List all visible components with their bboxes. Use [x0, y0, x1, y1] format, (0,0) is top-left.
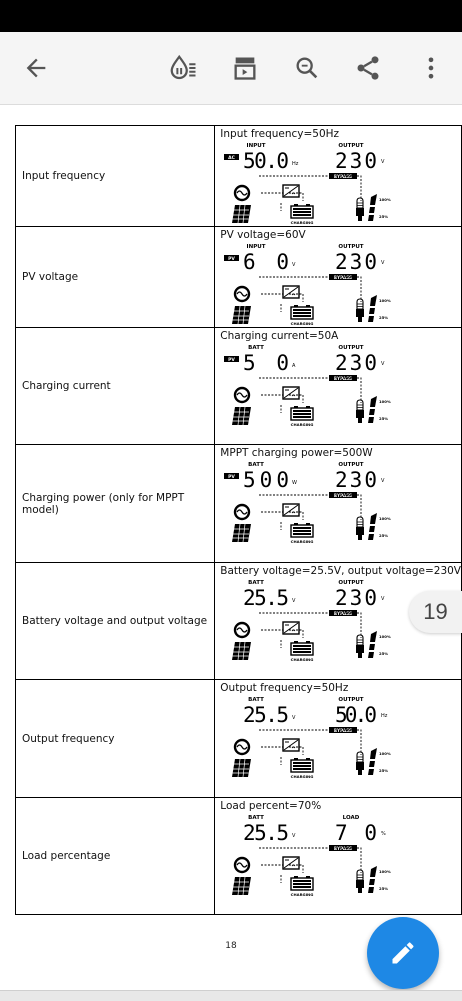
view-mode-icon[interactable] — [228, 51, 262, 85]
solar-panel-icon — [232, 306, 251, 324]
table-row — [16, 798, 462, 915]
svg-text:100%: 100% — [379, 634, 392, 639]
right-value: 230 — [335, 586, 378, 610]
svg-text:BYPASS: BYPASS — [334, 612, 353, 617]
svg-text:PV: PV — [228, 358, 236, 363]
left-unit: W — [292, 480, 298, 486]
load-level-bars — [368, 748, 377, 775]
right-value: 230 — [335, 351, 378, 375]
battery-icon — [291, 305, 313, 319]
right-tag: OUTPUT — [338, 345, 364, 351]
setting-label-text: Load percentage — [22, 850, 111, 862]
svg-text:CHARGING: CHARGING — [290, 539, 314, 544]
load-bulb-icon — [356, 870, 364, 893]
left-tag: BATT — [248, 462, 265, 468]
load-level-bars — [368, 194, 377, 221]
lcd-screen — [221, 695, 431, 779]
table-row — [16, 126, 462, 227]
right-tag: OUTPUT — [338, 697, 364, 703]
svg-text:100%: 100% — [379, 399, 392, 404]
load-bulb-icon — [356, 635, 364, 658]
load-level-bars — [368, 513, 377, 540]
svg-text:CHARGING: CHARGING — [290, 774, 314, 779]
right-unit: V — [381, 159, 385, 165]
solar-panel-icon — [232, 642, 251, 660]
load-level-bars — [368, 295, 377, 322]
setting-label-text: Charging current — [22, 380, 111, 392]
arrow-back-icon[interactable] — [19, 51, 53, 85]
battery-icon — [291, 406, 313, 420]
right-value: 70 — [335, 821, 378, 845]
search-icon[interactable] — [290, 51, 324, 85]
setting-label-text: PV voltage — [22, 271, 79, 283]
load-bulb-icon — [356, 752, 364, 775]
right-unit: V — [381, 260, 385, 266]
solar-panel-icon — [232, 205, 251, 223]
lcd-caption: Input frequency=50Hz — [220, 128, 340, 140]
svg-text:BYPASS: BYPASS — [334, 729, 353, 734]
svg-text:BYPASS: BYPASS — [334, 276, 353, 281]
lcd-caption: Output frequency=50Hz — [220, 682, 349, 694]
ac-source-icon — [235, 505, 249, 519]
solar-panel-icon — [232, 759, 251, 777]
battery-icon — [291, 523, 313, 537]
ac-source-icon — [235, 740, 249, 754]
right-unit: V — [381, 478, 385, 484]
svg-text:100%: 100% — [379, 751, 392, 756]
solar-panel-icon — [232, 524, 251, 542]
svg-text:CHARGING: CHARGING — [290, 321, 314, 326]
svg-text:CHARGING: CHARGING — [290, 220, 314, 225]
svg-text:BYPASS: BYPASS — [334, 847, 353, 852]
load-bulb-icon — [356, 299, 364, 322]
load-level-bars — [368, 631, 377, 658]
table-row — [16, 445, 462, 563]
lcd-caption: Battery voltage=25.5V, output voltage=230V — [220, 565, 461, 577]
setting-label-text: Charging power (only for MPPT model) — [22, 491, 185, 516]
left-value: 500 — [243, 468, 290, 492]
lcd-screen — [221, 813, 431, 897]
lcd-caption: Charging current=50A — [220, 330, 339, 342]
left-unit: V — [292, 833, 296, 839]
table-row — [16, 328, 462, 445]
lcd-screen — [221, 343, 431, 427]
right-tag: OUTPUT — [338, 244, 364, 250]
svg-text:BYPASS: BYPASS — [334, 377, 353, 382]
left-badge — [224, 255, 239, 262]
left-unit: V — [292, 598, 296, 604]
lcd-cell — [215, 126, 462, 227]
setting-label — [16, 227, 215, 328]
battery-icon — [291, 758, 313, 772]
lcd-cell — [215, 227, 462, 328]
left-value: 50 — [243, 351, 290, 375]
left-unit: V — [292, 262, 296, 268]
bottom-bar — [0, 990, 462, 1001]
inverter-icon — [283, 185, 299, 197]
svg-text:25%: 25% — [379, 768, 389, 773]
left-unit: A — [292, 363, 296, 369]
inverter-icon — [283, 387, 299, 399]
left-tag: INPUT — [246, 143, 266, 149]
setting-label — [16, 328, 215, 445]
lcd-screen — [221, 242, 431, 326]
left-tag: BATT — [248, 815, 265, 821]
load-bulb-icon — [356, 517, 364, 540]
left-badge — [224, 473, 239, 480]
right-tag: LOAD — [342, 815, 360, 821]
svg-text:BYPASS: BYPASS — [334, 494, 353, 499]
svg-text:CHARGING: CHARGING — [290, 422, 314, 427]
lcd-caption: MPPT charging power=500W — [220, 447, 373, 459]
left-value: 25.5 — [243, 703, 290, 727]
left-tag: BATT — [248, 697, 265, 703]
status-bar — [0, 0, 462, 32]
reading-mode-icon[interactable] — [166, 51, 200, 85]
lcd-display-table — [15, 125, 462, 915]
svg-text:PV: PV — [228, 475, 236, 480]
svg-text:25%: 25% — [379, 416, 389, 421]
inverter-icon — [283, 504, 299, 516]
svg-text:PV: PV — [228, 257, 236, 262]
more-vert-icon[interactable] — [414, 51, 448, 85]
right-value: 230 — [335, 468, 378, 492]
setting-label — [16, 126, 215, 227]
ac-source-icon — [235, 186, 249, 200]
ac-source-icon — [235, 858, 249, 872]
lcd-cell — [215, 328, 462, 445]
setting-label — [16, 445, 215, 563]
table-row — [16, 680, 462, 798]
svg-text:AC: AC — [228, 156, 236, 161]
inverter-icon — [283, 286, 299, 298]
load-bulb-icon — [356, 198, 364, 221]
svg-text:25%: 25% — [379, 886, 389, 891]
lcd-screen — [221, 141, 431, 225]
svg-text:BYPASS: BYPASS — [334, 175, 353, 180]
left-value: 25.5 — [243, 821, 290, 845]
left-badge — [224, 356, 239, 363]
right-tag: OUTPUT — [338, 580, 364, 586]
svg-text:25%: 25% — [379, 315, 389, 320]
svg-text:100%: 100% — [379, 869, 392, 874]
left-unit: Hz — [292, 161, 299, 167]
left-unit: V — [292, 715, 296, 721]
right-tag: OUTPUT — [338, 143, 364, 149]
solar-panel-icon — [232, 407, 251, 425]
pdf-page — [0, 105, 462, 990]
left-tag: INPUT — [246, 244, 266, 250]
inverter-icon — [283, 739, 299, 751]
lcd-cell — [215, 798, 462, 915]
left-value: 60 — [243, 250, 290, 274]
setting-label-text: Input frequency — [22, 170, 106, 182]
battery-icon — [291, 204, 313, 218]
right-value: 230 — [335, 250, 378, 274]
page-number: 18 — [225, 941, 237, 951]
edit-pencil-icon — [389, 939, 417, 967]
left-value: 25.5 — [243, 586, 290, 610]
left-value: 50.0 — [243, 149, 290, 173]
setting-label-text: Battery voltage and output voltage — [22, 615, 208, 627]
setting-label — [16, 798, 215, 915]
ac-source-icon — [235, 623, 249, 637]
svg-text:100%: 100% — [379, 516, 392, 521]
ac-source-icon — [235, 287, 249, 301]
left-tag: BATT — [248, 580, 265, 586]
left-tag: BATT — [248, 345, 265, 351]
battery-icon — [291, 876, 313, 890]
svg-text:CHARGING: CHARGING — [290, 657, 314, 662]
svg-text:25%: 25% — [379, 214, 389, 219]
svg-text:25%: 25% — [379, 533, 389, 538]
right-value: 50.0 — [335, 703, 378, 727]
setting-label-text: Output frequency — [22, 732, 115, 745]
load-level-bars — [368, 396, 377, 423]
svg-text:CHARGING: CHARGING — [290, 892, 314, 897]
inverter-icon — [283, 857, 299, 869]
lcd-cell — [215, 445, 462, 563]
app-toolbar — [0, 32, 462, 105]
page-indicator-badge[interactable]: 19 — [409, 591, 462, 633]
lcd-screen — [221, 578, 431, 662]
svg-text:100%: 100% — [379, 197, 392, 202]
left-badge — [224, 154, 239, 161]
right-unit: V — [381, 361, 385, 367]
inverter-icon — [283, 622, 299, 634]
svg-text:100%: 100% — [379, 298, 392, 303]
setting-label — [16, 563, 215, 680]
lcd-cell — [215, 680, 462, 798]
right-tag: OUTPUT — [338, 462, 364, 468]
right-unit: Hz — [381, 713, 388, 719]
right-unit: % — [381, 831, 387, 837]
edit-fab-button[interactable] — [367, 917, 439, 989]
lcd-caption: Load percent=70% — [220, 800, 322, 812]
load-level-bars — [368, 866, 377, 893]
share-icon[interactable] — [351, 51, 385, 85]
lcd-caption: PV voltage=60V — [220, 229, 306, 241]
load-bulb-icon — [356, 400, 364, 423]
table-row — [16, 227, 462, 328]
svg-text:25%: 25% — [379, 651, 389, 656]
lcd-screen — [221, 460, 431, 544]
right-value: 230 — [335, 149, 378, 173]
ac-source-icon — [235, 388, 249, 402]
solar-panel-icon — [232, 877, 251, 895]
battery-icon — [291, 641, 313, 655]
table-row — [16, 563, 462, 680]
right-unit: V — [381, 596, 385, 602]
setting-label — [16, 680, 215, 798]
